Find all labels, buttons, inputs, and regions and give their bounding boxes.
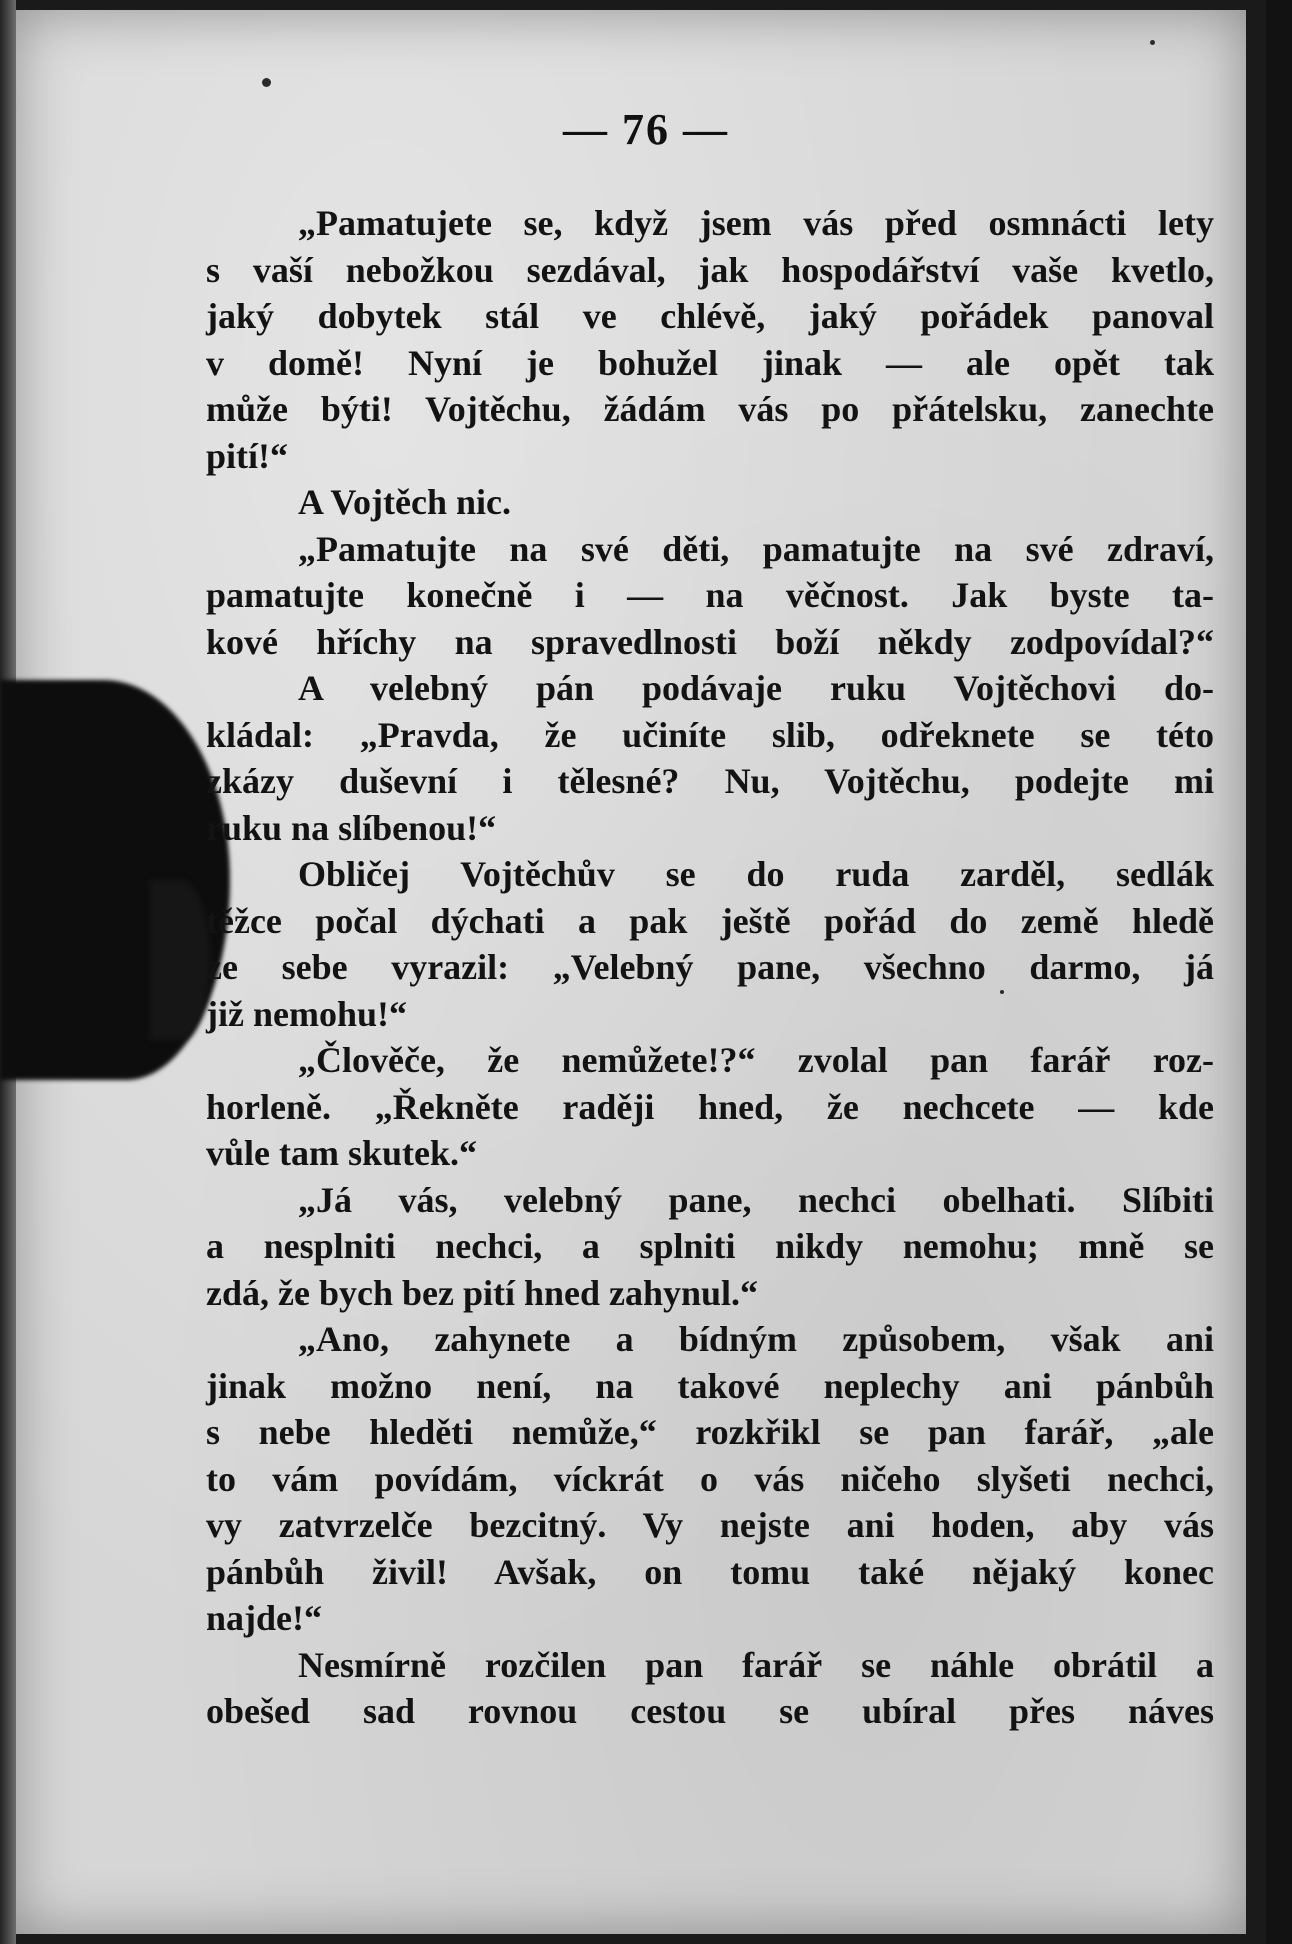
text-line: vůle tam skutek.“ <box>206 1133 478 1173</box>
text-line: jinak možno není, na takové neplechy ani pánbůh <box>206 1365 1214 1406</box>
text-line: pamatujte konečně i — na věčnost. Jak byste ta- <box>206 575 1214 615</box>
text-line: s vaší nebožkou sezdával, jak hospodářství vaše kvetlo, <box>206 249 1214 290</box>
print-speck <box>1150 40 1155 45</box>
text-line: kládal: „Pravda, že učiníte slib, odřeknete se této <box>206 714 1214 755</box>
page-number: — 76 — <box>563 105 729 154</box>
text-line: horleně. „Řekněte raději hned, že nechcete — kde <box>206 1086 1214 1127</box>
text-line: „Já vás, velebný pane, nechci obelhati. Slíbiti <box>298 1179 1214 1220</box>
text-line: pití!“ <box>206 435 289 476</box>
text-line: obešed sad rovnou cestou se ubíral přes náves <box>206 1691 1214 1731</box>
text-line: A Vojtěch nic. <box>298 482 512 522</box>
page-right-edge <box>1266 0 1292 1944</box>
text-line: ze sebe vyrazil: „Velebný pane, všechno darmo, já <box>206 947 1214 987</box>
body-text <box>206 200 1214 1735</box>
text-line: zkázy duševní i tělesné? Nu, Vojtěchu, podejte mi <box>206 761 1214 801</box>
text-line: pánbůh živil! Avšak, on tomu také nějaký konec <box>206 1551 1214 1592</box>
text-line: Obličej Vojtěchův se do ruda zarděl, sedlák <box>298 854 1214 894</box>
print-speck <box>262 78 271 87</box>
text-line: zdá, že bych bez pití hned zahynul.“ <box>206 1272 759 1313</box>
ink-stain <box>150 880 210 1040</box>
text-line: v domě! Nyní je bohužel jinak — ale opět tak <box>206 342 1214 383</box>
text-line: „Pamatujte na své děti, pamatujte na své zdraví, <box>298 528 1214 569</box>
text-line: a nesplniti nechci, a splniti nikdy nemohu; mně se <box>206 1226 1214 1266</box>
text-line: může býti! Vojtěchu, žádám vás po přátelsku, zanechte <box>206 389 1214 429</box>
text-line: kové hříchy na spravedlnosti boží někdy zodpovídal?“ <box>206 621 1214 662</box>
text-line: „Pamatujete se, když jsem vás před osmnácti lety <box>298 203 1214 243</box>
text-line: s nebe hleděti nemůže,“ rozkřikl se pan farář, „ale <box>206 1412 1214 1452</box>
text-line: najde!“ <box>206 1598 322 1638</box>
text-line: A velebný pán podávaje ruku Vojtěchovi do- <box>298 668 1214 708</box>
text-line: „Člověče, že nemůžete!?“ zvolal pan farář roz- <box>298 1040 1214 1080</box>
text-line: „Ano, zahynete a bídným způsobem, však ani <box>298 1319 1214 1359</box>
text-line: vy zatvrzelče bezcitný. Vy nejste ani hoden, aby vás <box>206 1505 1214 1545</box>
text-line: jaký dobytek stál ve chlévě, jaký pořádek panoval <box>206 296 1214 336</box>
text-line: Nesmírně rozčilen pan farář se náhle obrátil a <box>298 1644 1214 1685</box>
text-line: těžce počal dýchati a pak ještě pořád do země hledě <box>206 900 1214 941</box>
text-line: to vám povídám, víckrát o vás ničeho slyšeti nechci, <box>206 1458 1214 1499</box>
text-line: ruku na slíbenou!“ <box>206 807 497 848</box>
text-line: již nemohu!“ <box>206 993 407 1034</box>
